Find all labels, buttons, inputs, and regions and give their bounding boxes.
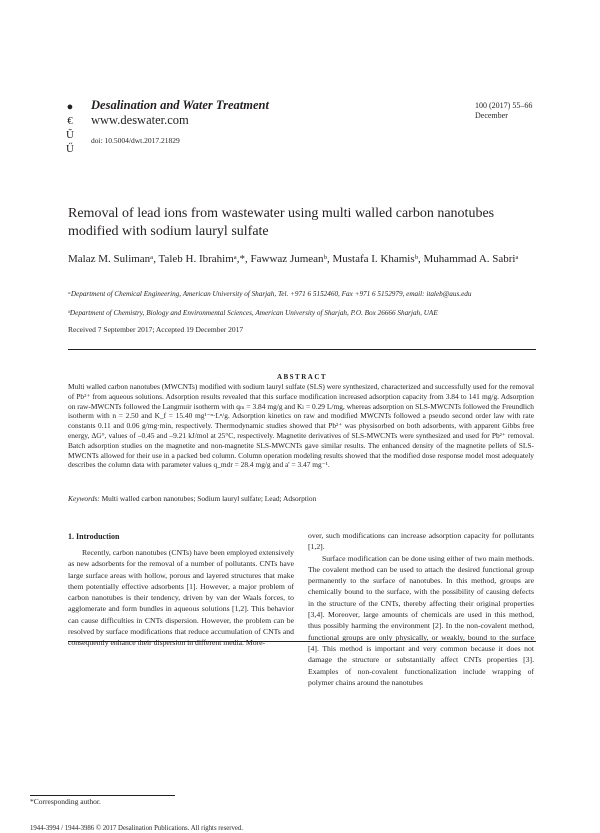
journal-url[interactable]: www.deswater.com xyxy=(91,113,189,127)
affiliation-b: ᵇDepartment of Chemistry, Biology and Environmental Sciences, American University of Sharjah, P.O. Box 26666 Sharjah, UAE xyxy=(68,309,438,317)
volume-line: 100 (2017) 55–66 xyxy=(475,101,533,110)
abstract-heading: ABSTRACT xyxy=(276,373,328,381)
right-column xyxy=(308,530,534,688)
keywords-list: Multi walled carbon nanotubes; Sodium lauryl sulfate; Lead; Adsorption xyxy=(101,494,317,503)
affiliation-a: ᵃDepartment of Chemical Engineering, American University of Sharjah, Tel. +971 6 5152460, Fax +971 6 5152979, email: italeb@aus.edu xyxy=(68,290,472,298)
paragraph: Recently, carbon nanotubes (CNTs) have been employed extensively as new adsorbents for the removal of a number of pollutants. CNTs have large surface areas with hollow, porous and layered structures that make them potentially effective adsorbents [1]. However, a major problem of carbon nanotubes is their tendency, driven by van der Waals forces, to agglomerate and form bundles in aqueous solutions [1,2]. This behavior can cause difficulties in CNTs dispersion. However, the problem can be resolved by surface modifications that reduce accumulation of CNTs and consequently enhance their dispersion in different media. More- xyxy=(68,548,294,648)
keywords-label: Keywords: xyxy=(68,494,100,503)
left-column xyxy=(68,547,294,649)
logo-glyph: Ŭ xyxy=(66,129,74,141)
logo-glyph: € xyxy=(67,115,73,127)
logo-glyph: Ű xyxy=(66,143,74,155)
publisher-logo xyxy=(63,100,77,155)
copyright-line: 1944-3994 / 1944-3986 © 2017 Desalination Publications. All rights reserved. xyxy=(30,825,244,832)
paragraph: Surface modification can be done using either of two main methods. The covalent method can be used to attach the desired functional group permanently to the surface of nanotubes. In this method, groups are chemically bound to the surface, with the possibility of causing defects in the structure of the CNTs, thereby affecting their original properties [3,4]. Moreover, large amounts of chemicals are used in this method, thus possibly harming the environment [2]. In the non-covalent method, functional groups are only physically, or weakly, bound to the surface [4]. This method is important and very common because it does not damage the structure or substantially affect CNTs properties [3]. Examples of non-covalent functionalization include wrapping of polymer chains around the nanotubes xyxy=(308,553,534,687)
issue-month: December xyxy=(475,111,508,120)
doi[interactable]: doi: 10.5004/dwt.2017.21829 xyxy=(91,136,180,145)
paragraph: over, such modifications can increase adsorption capacity for pollutants [1,2]. xyxy=(308,531,534,552)
author-list: Malaz M. Sulimanᵃ, Taleb H. Ibrahimᵃ,*, Fawwaz Jumeanᵇ, Mustafa I. Khamisᵇ, Muhammad A. Sabriᵃ xyxy=(68,253,519,265)
logo-glyph: ● xyxy=(66,101,74,113)
footnote-rule xyxy=(30,795,175,796)
abstract-text: Multi walled carbon nanotubes (MWCNTs) modified with sodium lauryl sulfate (SLS) were synthesized, characterized and successfully used for the removal of Pb²⁺ from aqueous solutions. Adsorption results revealed that this surface modification increased adsorption capacity from 3.84 to 141 mg/g. Adsorption on raw-MWCNTs followed the Langmuir isotherm with qₘ = 3.84 mg/g and Kₗ = 0.29 L/mg, whereas adsorption on SLS-MWCNTs followed the Freundlich isotherm with n = 2.50 and K_f = 15.40 mg¹⁻ⁿ·Lⁿ/g. Adsorption kinetics on raw and modified MWCNTs followed a pseudo second order law with rate constants 0.11 and 0.06 g/mg·min, respectively. Thermodynamic studies showed that Pb²⁺ was physisorbed on both adsorbents, with apparent Gibbs free energy, ΔG°, values of –0.45 and –9.21 kJ/mol at 25°C, respectively. Magnetite derivatives of SLS-MWCNTs were synthesized and used for Pb²⁺ removal. Batch adsorption studies on the magnetite and non-magnetite SLS-MWCNTs gave similar results. The enhanced density of the magnetite pellets of SLS-MWCNTs allowed for their use in a packed bed column. Column operation modeling results showed that the modified dose response model most adequately describes the column data with parameter values q_mdr = 28.4 mg/g and a' = 3.47 mg⁻¹. xyxy=(68,382,534,470)
journal-title: Desalination and Water Treatment xyxy=(91,98,269,112)
abstract-top-rule xyxy=(68,349,536,350)
article-title: Removal of lead ions from wastewater using multi walled carbon nanotubes modified with sodium lauryl sulfate xyxy=(68,206,495,239)
keywords xyxy=(68,494,534,503)
section-heading: 1. Introduction xyxy=(68,532,120,541)
volume-info xyxy=(475,101,532,121)
corresponding-author-note: *Corresponding author. xyxy=(30,797,101,806)
received-dates: Received 7 September 2017; Accepted 19 December 2017 xyxy=(68,325,244,334)
